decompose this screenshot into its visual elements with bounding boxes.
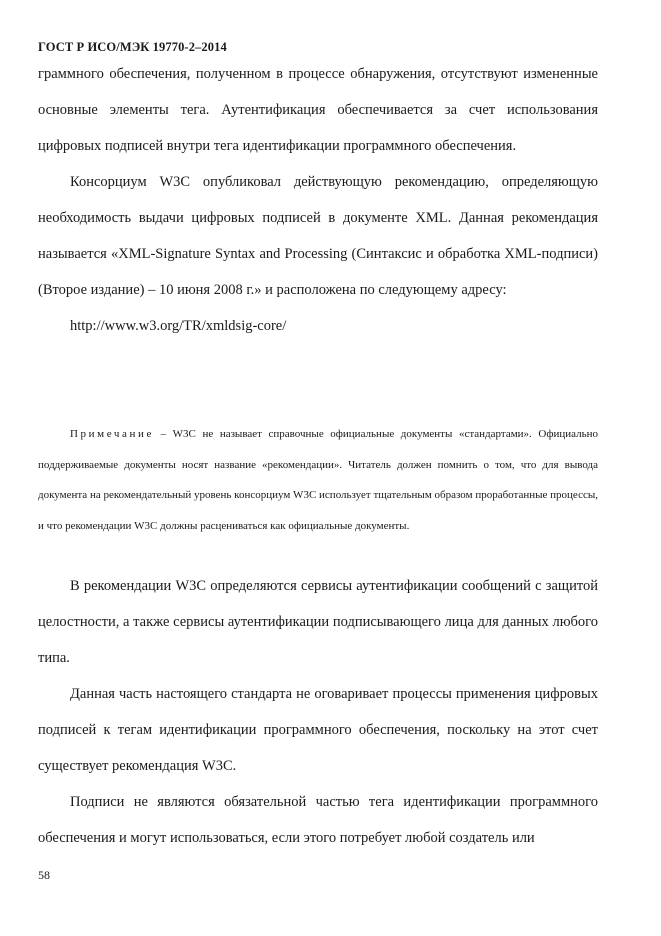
main-text-block	[38, 568, 598, 856]
note-paragraph	[38, 419, 598, 541]
paragraph-scope: Данная часть настоящего стандарта не оговаривает процессы применения цифровых подписей к тегам идентификации программного обеспечения, поскольку на этот счет существует рекомендация W3C.	[38, 686, 598, 774]
intro-text-block	[38, 56, 598, 344]
paragraph-continuation: граммного обеспечения, полученном в процессе обнаружения, отсутствуют измененные основные элементы тега. Аутентификация обеспечивается за счет использования цифровых подписей внутри тега идентификации программного обеспечения.	[38, 66, 598, 154]
paragraph-signatures-optional: Подписи не являются обязательной частью тега идентификации программного обеспечения и могут использоваться, если этого потребует любой создатель или	[38, 794, 598, 846]
page-number: 58	[38, 868, 50, 882]
note-text: – W3C не называет справочные официальные документы «стандартами». Официально поддерживаемые документы носят название «рекомендации». Читатель должен помнить о том, что для вывода документа на рекомендательный уровень консорциум W3C использует тщательным образом проработанные процессы, и что рекомендации W3C должны расцениваться как официальные документы.	[38, 428, 598, 532]
reference-url[interactable]: http://www.w3.org/TR/xmldsig-core/	[70, 318, 287, 334]
paragraph-authentication-services: В рекомендации W3C определяются сервисы аутентификации сообщений с защитой целостности, а также сервисы аутентификации подписывающего лица для данных любого типа.	[38, 578, 598, 666]
paragraph-w3c-recommendation: Консорциум W3C опубликовал действующую рекомендацию, определяющую необходимость выдачи цифровых подписей в документе XML. Данная рекомендация называется «XML-Signature Syntax and Processing (Синтаксис и обработка XML-подписи) (Второе издание) – 10 июня 2008 г.» и расположена по следующему адресу:	[38, 174, 598, 298]
page-header: ГОСТ Р ИСО/МЭК 19770-2–2014	[38, 40, 227, 54]
note-block	[38, 419, 598, 541]
note-label: Примечание	[70, 428, 154, 440]
